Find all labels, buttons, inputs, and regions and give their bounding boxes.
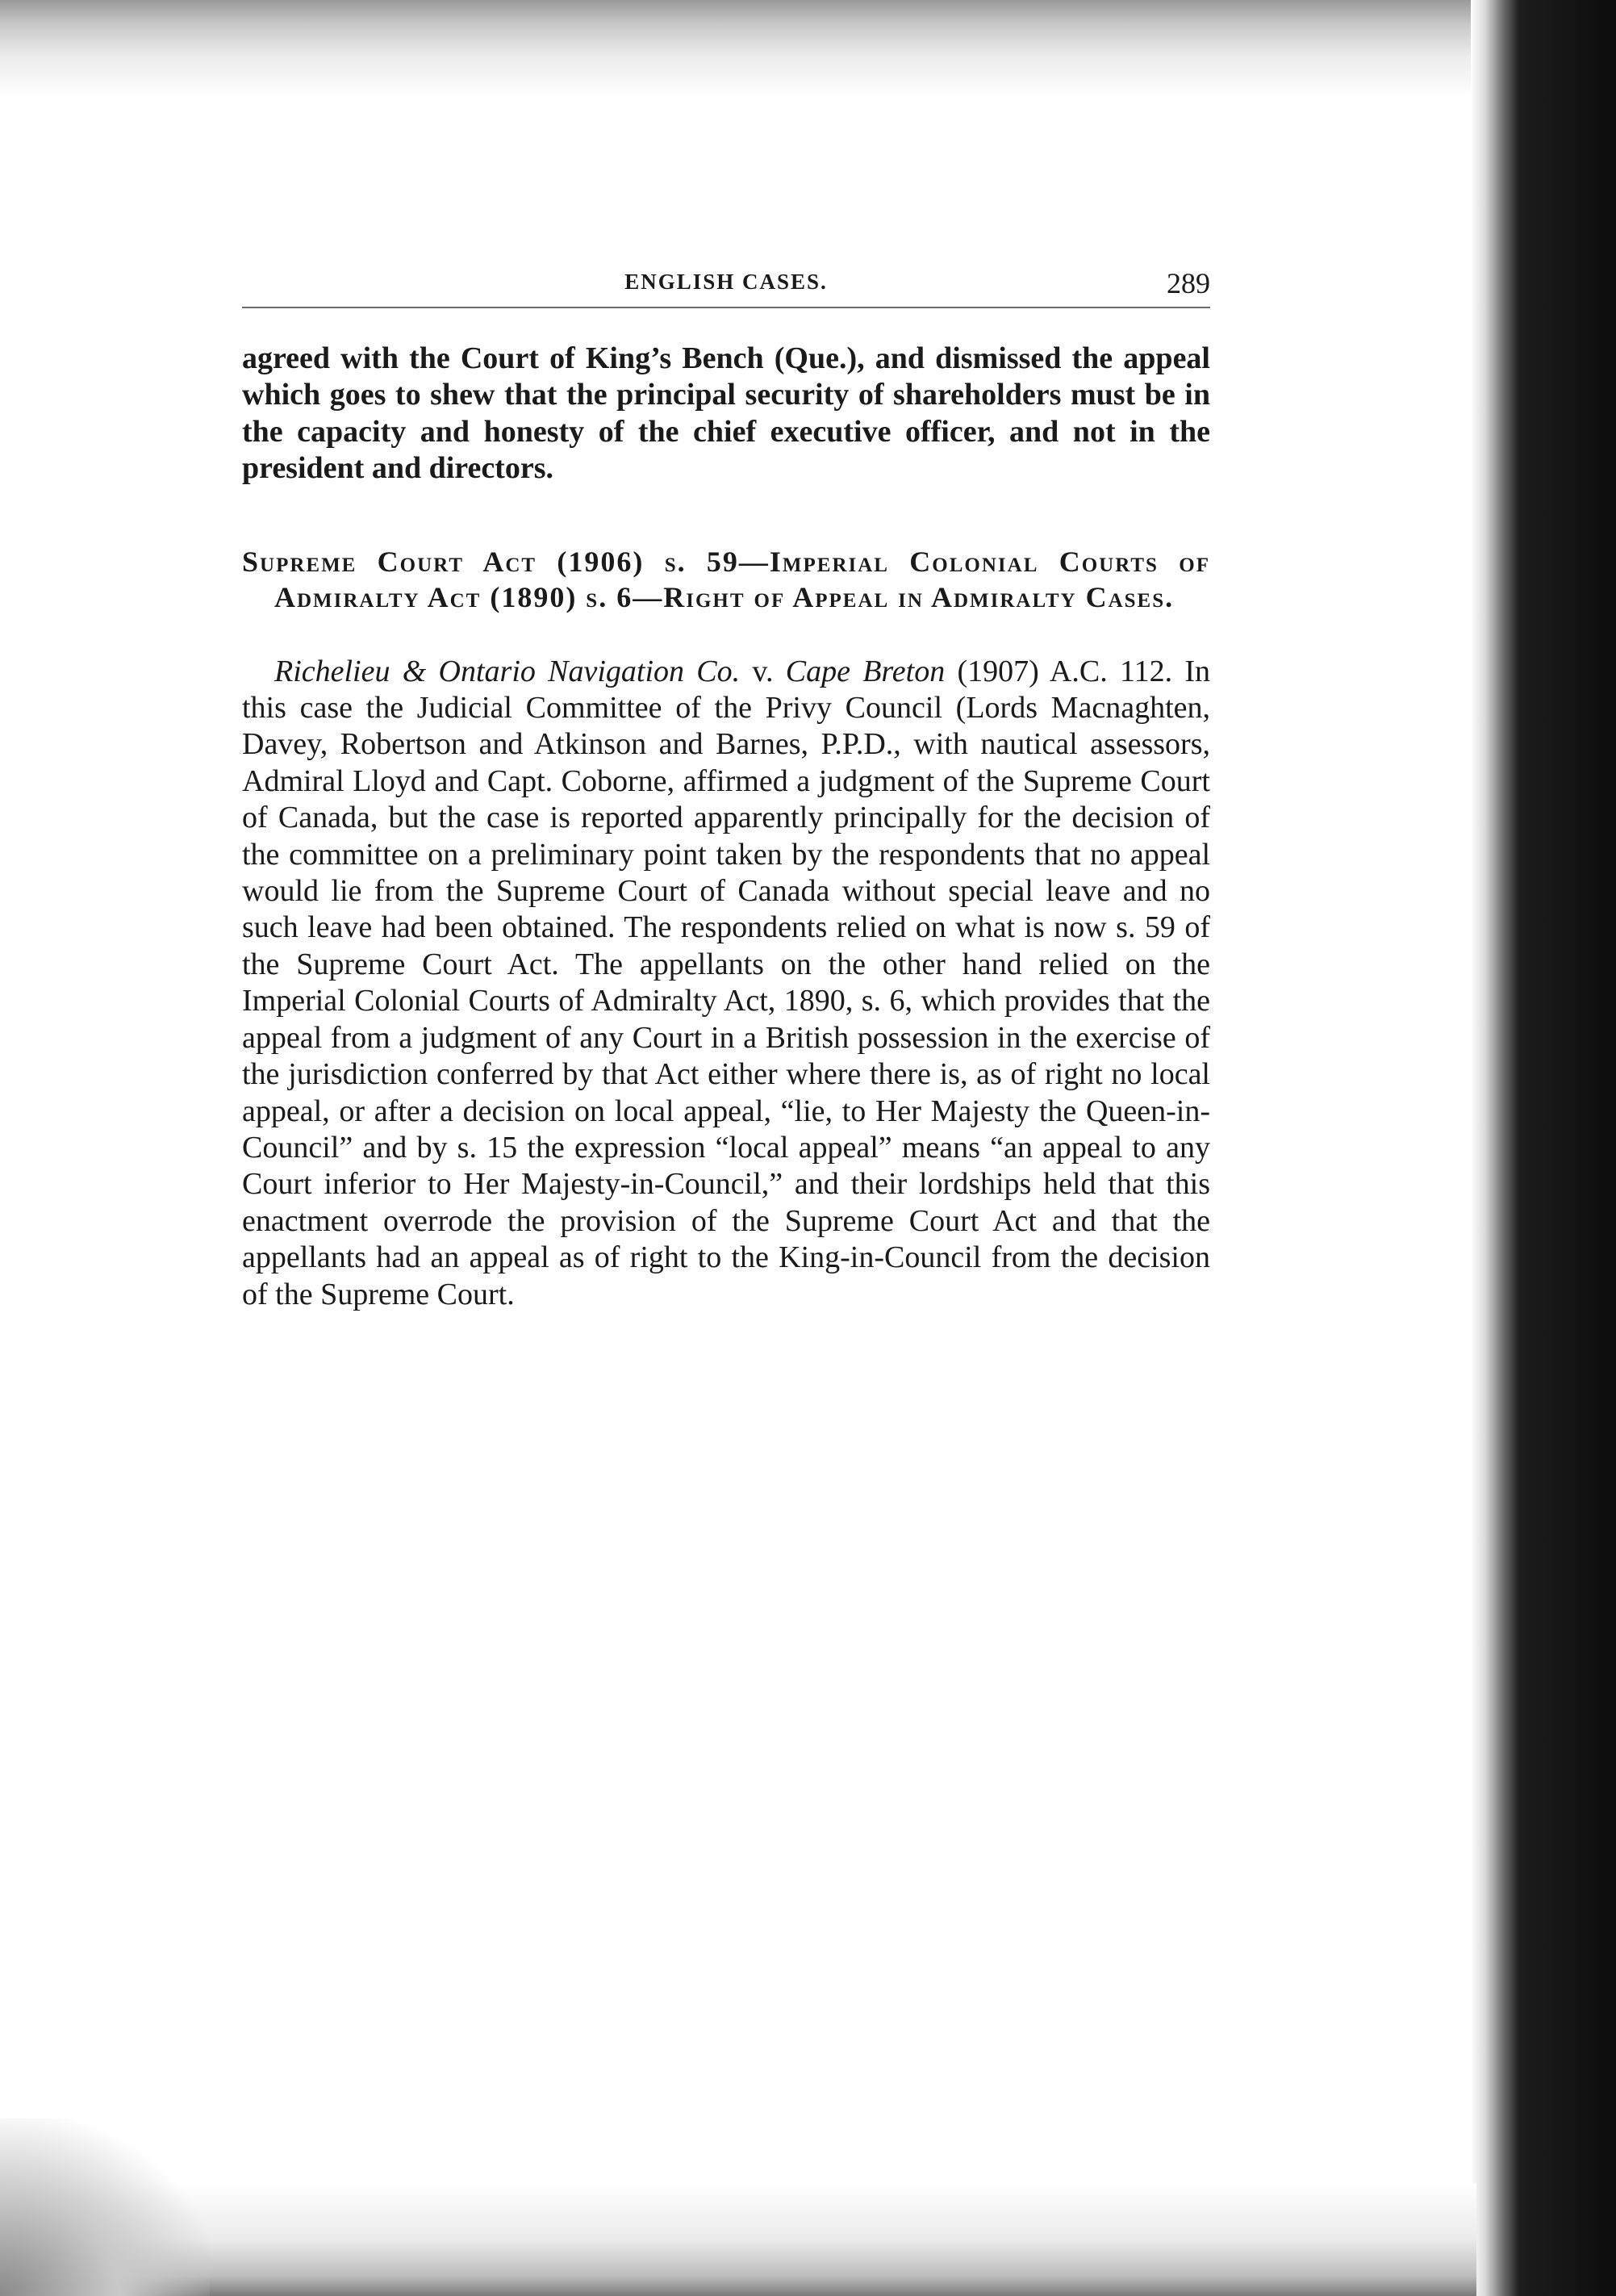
scan-shadow-corner [0,2118,210,2296]
respondent-name: Cape Breton [785,654,946,688]
scan-shadow-bottom [0,2183,1476,2296]
page-number: 289 [1167,267,1210,299]
book-page [242,266,1210,1313]
case-versus: v. [740,654,786,688]
case-paragraph [242,654,1210,1313]
scan-shadow-top [0,0,1476,97]
opening-paragraph: agreed with the Court of King’s Bench (Que.), and dismissed the appeal which goes to shew that the principal security of shareholders must be in the capacity and honesty of the chief executive officer, and not in the president and directors. [242,341,1210,486]
section-heading: Supreme Court Act (1906) s. 59—Imperial Colonial Courts of Admiralty Act (1890) s. 6—Right of Appeal in Admiralty Cases. [242,545,1210,613]
scan-shadow-right [1471,0,1616,2296]
running-title: ENGLISH CASES. [624,270,828,294]
case-text: (1907) A.C. 112. In this case the Judicial Committee of the Privy Council (Lords Macnaghten, Davey, Robertson and Atkinson and Barnes, P.P.D., with nautical assessors, Admiral Lloyd and Capt. Coborne, affirmed a judgment of the Supreme Court of Canada, but the case is reported apparently principally for the decision of the committee on a preliminary point taken by the respondents that no appeal would lie from the Supreme Court of Canada without special leave and no such leave had been obtained. The respondents relied on what is now s. 59 of the Supreme Court Act. The appellants on the other hand relied on the Imperial Colonial Courts of Admiralty Act, 1890, s. 6, which provides that the appeal from a judgment of any Court in a British possession in the exercise of the jurisdiction conferred by that Act either where there is, as of right no local appeal, or after a decision on local appeal, “lie, to Her Majesty the Queen-in-Council” and by s. 15 the expression “local appeal” means “an appeal to any Court inferior to Her Majesty-in-Council,” and their lordships held that this enactment overrode the provision of the Supreme Court Act and that the appellants had an appeal as of right to the King-in-Council from the decision of the Supreme Court. [242,654,1210,1311]
case-name: Richelieu & Ontario Navigation Co. [274,654,741,688]
running-head [242,266,1210,308]
